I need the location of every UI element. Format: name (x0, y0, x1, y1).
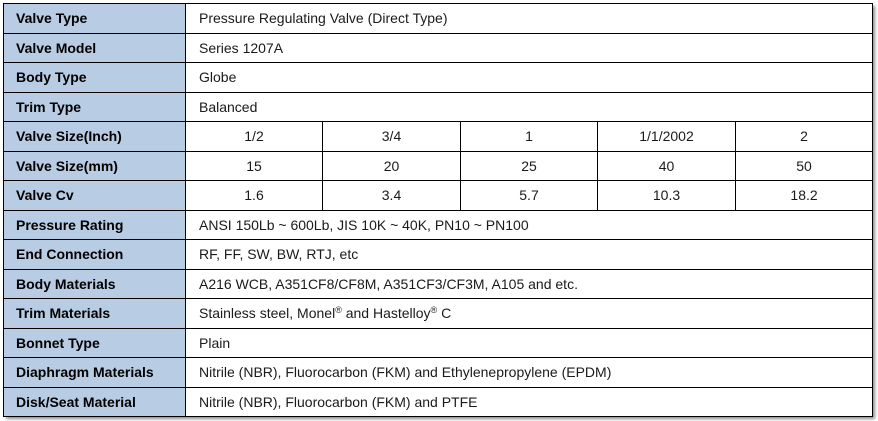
row-value: Nitrile (NBR), Fluorocarbon (FKM) and PTFE (186, 387, 873, 417)
row-label: Diaphragm Materials (4, 358, 186, 388)
row-value: RF, FF, SW, BW, RTJ, etc (186, 240, 873, 270)
value-text: and Hastelloy (341, 305, 431, 322)
row-label: End Connection (4, 240, 186, 270)
table-cell: 3.4 (323, 181, 461, 211)
row-label: Bonnet Type (4, 328, 186, 358)
table-row (4, 122, 873, 152)
row-value: Balanced (186, 92, 873, 122)
row-label: Pressure Rating (4, 210, 186, 240)
registered-mark: ® (430, 305, 438, 316)
row-label: Disk/Seat Material (4, 387, 186, 417)
table-cell: 5.7 (461, 181, 598, 211)
row-label: Trim Type (4, 92, 186, 122)
row-label: Valve Type (4, 4, 186, 34)
row-value (186, 299, 873, 329)
row-label: Body Materials (4, 269, 186, 299)
spec-table-frame (3, 3, 872, 416)
table-cell: 20 (323, 151, 461, 181)
table-cell: 1 (461, 122, 598, 152)
table-row (4, 269, 873, 299)
table-row (4, 240, 873, 270)
row-value: Nitrile (NBR), Fluorocarbon (FKM) and Ethylenepropylene (EPDM) (186, 358, 873, 388)
table-cell: 18.2 (736, 181, 873, 211)
table-row (4, 328, 873, 358)
row-label: Valve Size(mm) (4, 151, 186, 181)
table-cell: 1.6 (186, 181, 323, 211)
row-label: Valve Cv (4, 181, 186, 211)
table-cell: 1/1/2002 (598, 122, 736, 152)
table-row (4, 387, 873, 417)
row-value: A216 WCB, A351CF8/CF8M, A351CF3/CF3M, A105 and etc. (186, 269, 873, 299)
row-label: Valve Model (4, 33, 186, 63)
registered-mark: ® (335, 305, 342, 316)
table-cell: 15 (186, 151, 323, 181)
row-value: Plain (186, 328, 873, 358)
table-row (4, 181, 873, 211)
table-row (4, 92, 873, 122)
row-label: Body Type (4, 63, 186, 93)
table-cell: 40 (598, 151, 736, 181)
row-label: Valve Size(Inch) (4, 122, 186, 152)
table-row (4, 4, 873, 34)
table-cell: 50 (736, 151, 873, 181)
table-cell: 2 (736, 122, 873, 152)
table-row (4, 63, 873, 93)
table-cell: 10.3 (598, 181, 736, 211)
table-cell: 3/4 (323, 122, 461, 152)
valve-spec-table (3, 3, 873, 417)
row-label: Trim Materials (4, 299, 186, 329)
row-value: Globe (186, 63, 873, 93)
table-cell: 1/2 (186, 122, 323, 152)
value-text: Stainless steel, Monel (199, 305, 336, 322)
table-row (4, 210, 873, 240)
row-value: Pressure Regulating Valve (Direct Type) (186, 4, 873, 34)
row-value: Series 1207A (186, 33, 873, 63)
table-row (4, 33, 873, 63)
table-row (4, 151, 873, 181)
table-cell: 25 (461, 151, 598, 181)
row-value: ANSI 150Lb ~ 600Lb, JIS 10K ~ 40K, PN10 ~ PN100 (186, 210, 873, 240)
table-row (4, 358, 873, 388)
table-row (4, 299, 873, 329)
value-text: C (437, 305, 452, 322)
